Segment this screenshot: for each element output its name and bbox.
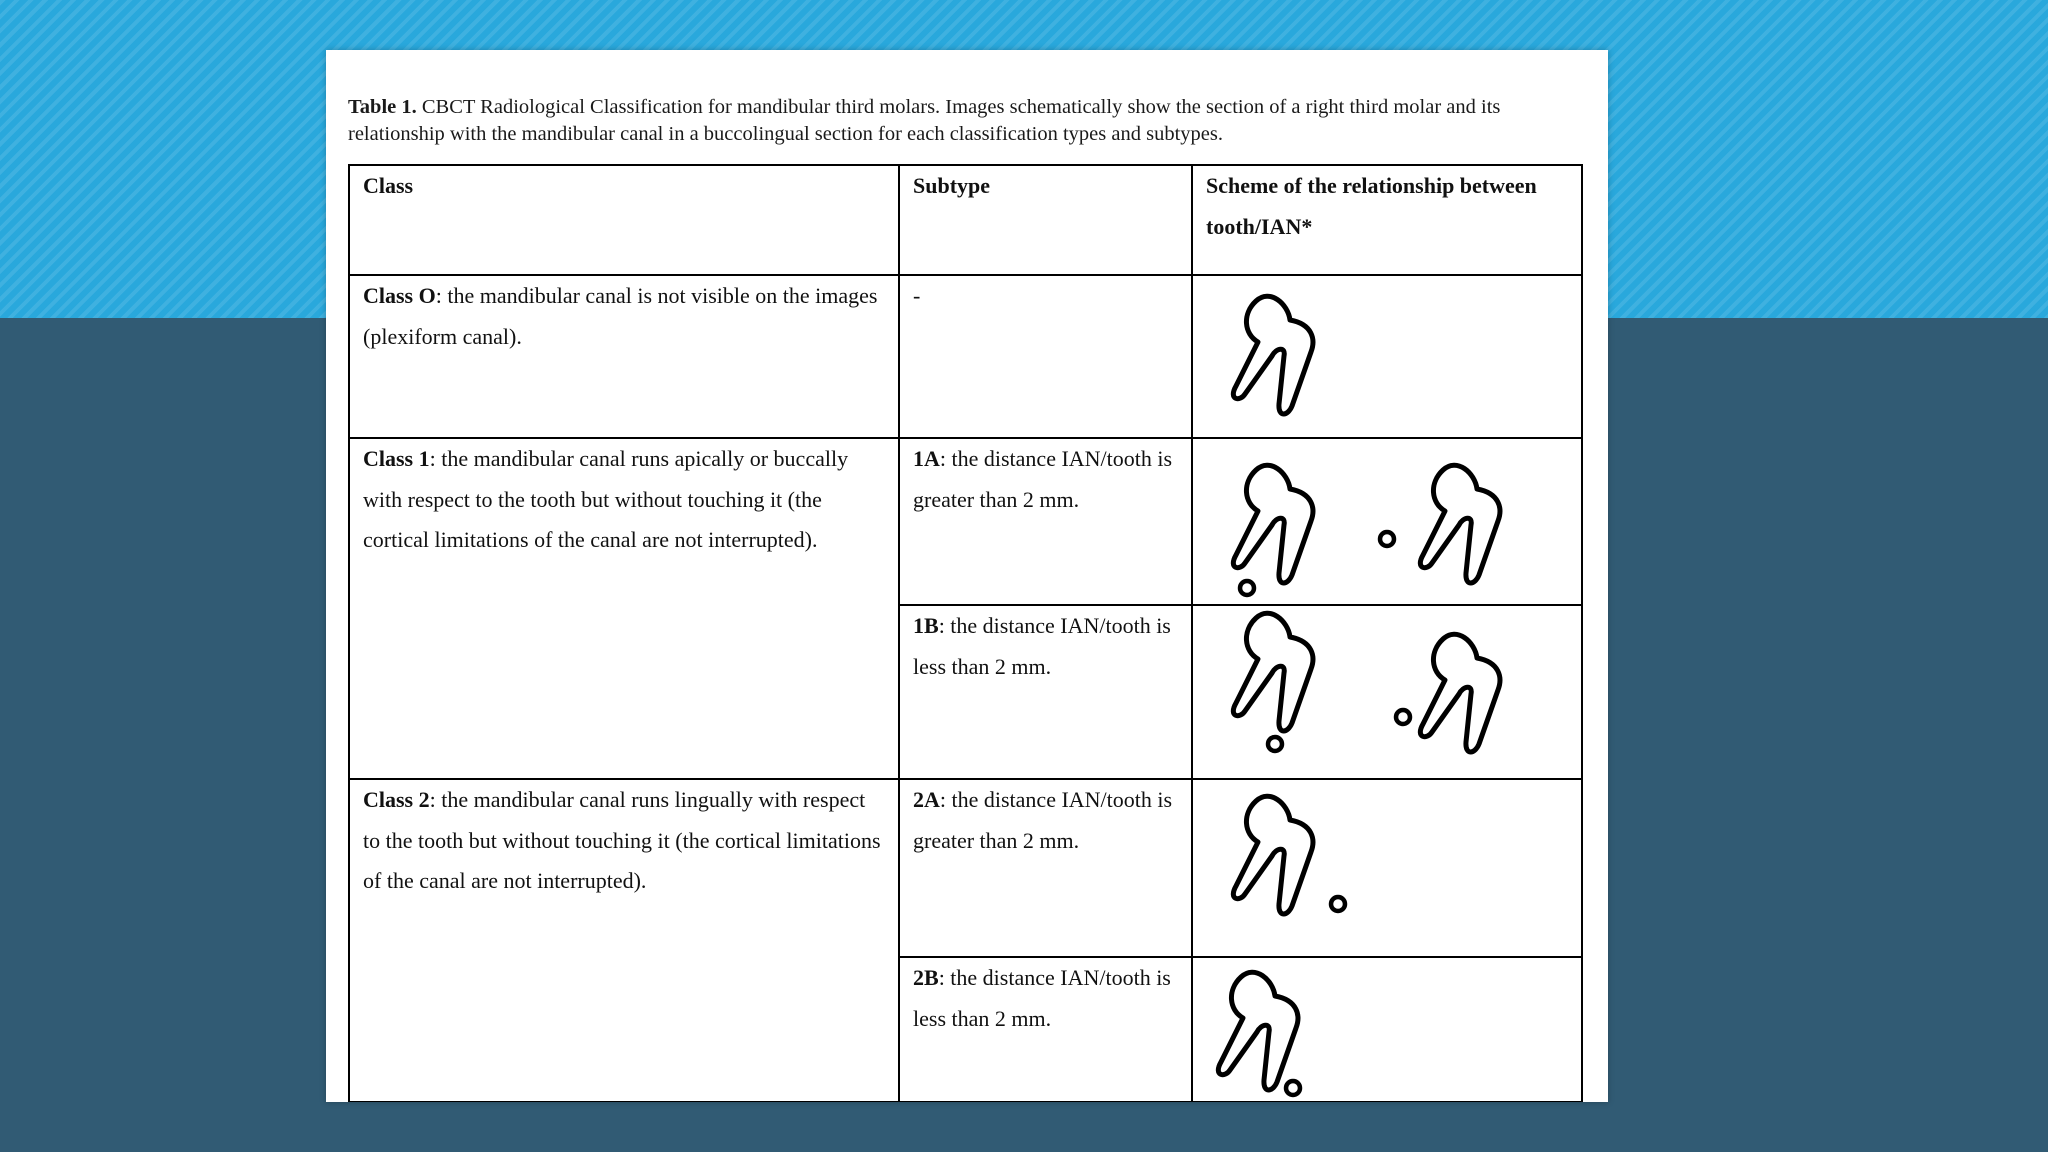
tooth-icon (1420, 634, 1500, 752)
table-row-1a (349, 438, 1582, 605)
subtype-2b-code: 2B (913, 965, 939, 990)
caption-label: Table 1. (348, 96, 417, 118)
class0-name: Class O (363, 283, 436, 308)
header-class: Class (349, 165, 899, 275)
header-scheme: Scheme of the relationship between tooth/IAN* (1192, 165, 1582, 275)
class2-desc: : the mandibular canal runs lingually with respect to the tooth but without touching it (the cortical limitations of the canal are not interrupted). (363, 787, 881, 893)
scheme-class0-figure (1193, 276, 1583, 439)
classification-table (348, 164, 1583, 1102)
caption-text: CBCT Radiological Classification for mandibular third molars. Images schematically show the section of a right third molar and its relationship with the mandibular canal in a buccolingual section for each classification types and subtypes. (348, 96, 1501, 145)
scheme-2b (1192, 957, 1582, 1102)
canal-icon (1380, 532, 1394, 546)
tooth-icon (1233, 465, 1313, 583)
canal-icon (1331, 897, 1345, 911)
canal-icon (1268, 737, 1282, 751)
class0-desc: : the mandibular canal is not visible on the images (plexiform canal). (363, 283, 878, 349)
tooth-icon (1218, 972, 1298, 1090)
subtype-1a-text: : the distance IAN/tooth is greater than 2 mm. (913, 446, 1173, 512)
class1-desc: : the mandibular canal runs apically or buccally with respect to the tooth but without touching it (the cortical limitations of the canal are not interrupted). (363, 446, 849, 552)
tooth-icon (1233, 613, 1313, 731)
subtype-2b-text: : the distance IAN/tooth is less than 2 mm. (913, 965, 1171, 1031)
table-row-2a (349, 779, 1582, 957)
tooth-icon (1420, 465, 1500, 583)
document-page (326, 50, 1608, 1102)
class2-name: Class 2 (363, 787, 430, 812)
canal-icon (1240, 581, 1254, 595)
scheme-2a-figure (1193, 780, 1583, 958)
tooth-icon (1233, 796, 1313, 914)
subtype-2a (899, 779, 1192, 957)
subtype-1b-text: : the distance IAN/tooth is less than 2 mm. (913, 613, 1171, 679)
class2-cell (349, 779, 899, 1102)
class1-name: Class 1 (363, 446, 430, 471)
class0-cell (349, 275, 899, 438)
subtype-1a-code: 1A (913, 446, 940, 471)
scheme-1b (1192, 605, 1582, 779)
class1-cell (349, 438, 899, 779)
canal-icon (1286, 1081, 1300, 1095)
scheme-1a (1192, 438, 1582, 605)
subtype-2a-code: 2A (913, 787, 940, 812)
table-caption (348, 94, 1592, 148)
scheme-class0 (1192, 275, 1582, 438)
scheme-1b-figure (1193, 606, 1583, 780)
tooth-icon (1233, 296, 1313, 414)
subtype-1a (899, 438, 1192, 605)
scheme-1a-figure (1193, 439, 1583, 606)
scheme-2b-figure (1193, 958, 1583, 1102)
subtype-1b-code: 1B (913, 613, 939, 638)
canal-icon (1396, 710, 1410, 724)
table-row-class0 (349, 275, 1582, 438)
class0-subtype: - (899, 275, 1192, 438)
subtype-1b (899, 605, 1192, 779)
scheme-2a (1192, 779, 1582, 957)
subtype-2a-text: : the distance IAN/tooth is greater than 2 mm. (913, 787, 1173, 853)
header-subtype: Subtype (899, 165, 1192, 275)
table-header-row (349, 165, 1582, 275)
subtype-2b (899, 957, 1192, 1102)
